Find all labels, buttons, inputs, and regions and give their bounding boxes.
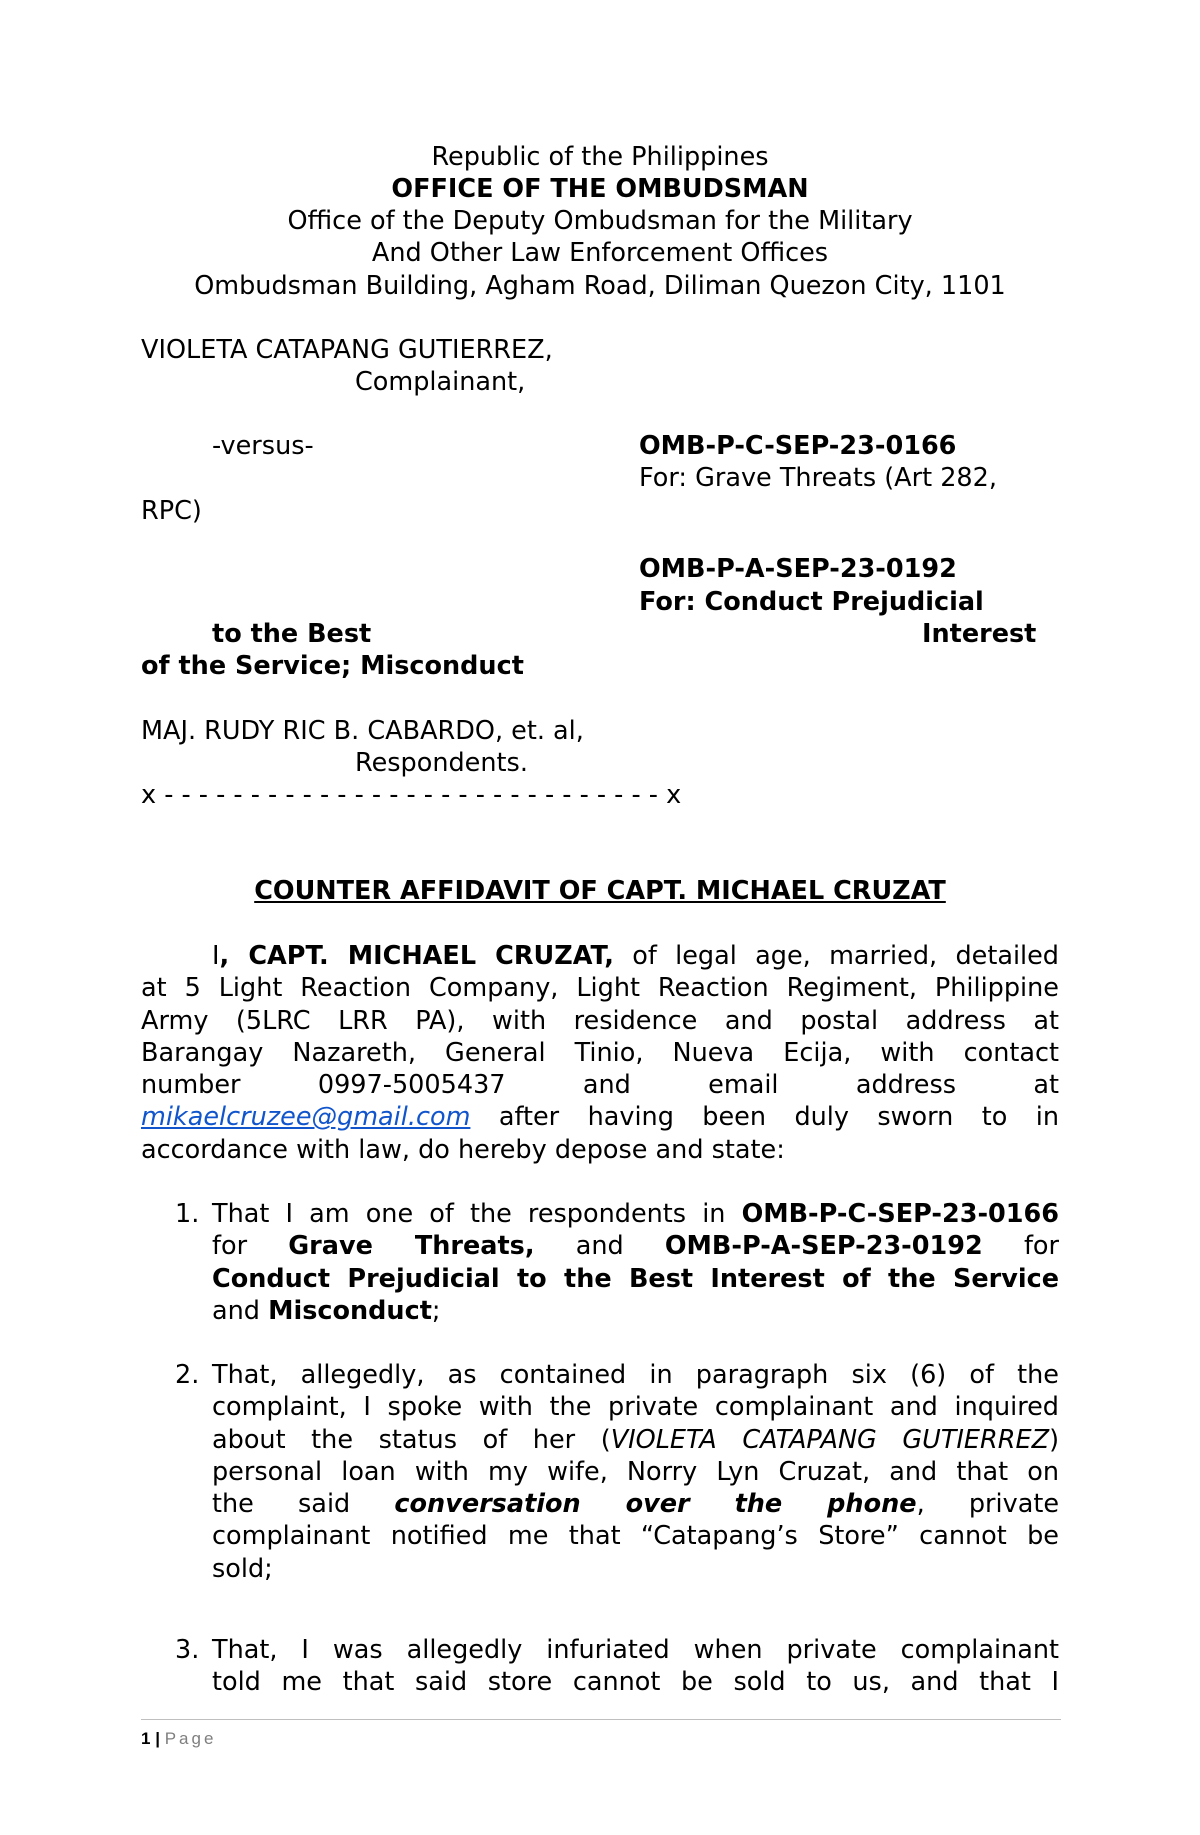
item3-line-1: That, I was allegedly infuriated when private complainant <box>212 1635 1059 1665</box>
item1-semicolon: ; <box>431 1295 441 1326</box>
item2-text-5c: , private <box>916 1489 1060 1520</box>
page-number: 1 <box>141 1729 151 1748</box>
case2-offense-b2: Interest <box>922 619 1037 649</box>
intro-line-6 <box>141 1101 1059 1133</box>
item2-text-3c: ) <box>1049 1424 1060 1455</box>
list-item-number: 1. <box>175 1199 200 1229</box>
office-address: Ombudsman Building, Agham Road, Diliman Quezon City, 1101 <box>194 271 1006 301</box>
page-footer <box>141 1728 216 1750</box>
list-item-number: 3. <box>175 1635 200 1665</box>
intro-line-4: Barangay Nazareth, General Tinio, Nueva Ecija, with contact <box>141 1037 1059 1068</box>
email-link[interactable]: mikaelcruzee@gmail.com <box>141 1102 471 1133</box>
item2-text-5a: the said <box>212 1489 351 1520</box>
list-item-text <box>212 1198 1059 1327</box>
item1-line-1 <box>212 1198 1059 1230</box>
item2-line-6: complainant notified me that “Catapang’s Store” cannot be <box>212 1521 1059 1552</box>
versus-label: -versus- <box>212 431 314 461</box>
item1-text-b5: for <box>1023 1231 1059 1262</box>
item2-line-1: That, allegedly, as contained in paragraph six (6) of the <box>212 1360 1059 1390</box>
item2-text-3a: about the status of her ( <box>212 1424 611 1455</box>
intro-line-2: at 5 Light Reaction Company, Light Reaction Regiment, Philippine <box>141 973 1059 1004</box>
case1-offense-b: RPC) <box>141 496 202 526</box>
case1-number: OMB-P-C-SEP-23-0166 <box>639 431 957 461</box>
item1-text-a1: That I am one of the respondents in <box>212 1199 726 1229</box>
item1-text-b3: and <box>575 1231 624 1262</box>
republic-line: Republic of the Philippines <box>431 142 769 172</box>
case2-offense-a: For: Conduct Prejudicial <box>639 587 984 617</box>
item1-misconduct: Misconduct <box>268 1295 432 1326</box>
list-item-text <box>212 1359 1059 1585</box>
item1-case1-number: OMB-P-C-SEP-23-0166 <box>741 1199 1059 1229</box>
deputy-office-line: Office of the Deputy Ombudsman for the Military <box>287 206 913 236</box>
item2-line-4: personal loan with my wife, Norry Lyn Cruzat, and that on <box>212 1456 1059 1487</box>
item1-text-d1: and <box>212 1295 260 1326</box>
law-enforcement-line: And Other Law Enforcement Offices <box>371 238 829 268</box>
respondent-role: Respondents. <box>355 748 528 778</box>
item1-line-4 <box>212 1295 1059 1327</box>
item2-conversation-phrase: conversation over the phone <box>394 1489 917 1520</box>
list-item-text <box>212 1634 1059 1699</box>
intro-paragraph <box>141 940 1059 1166</box>
affidavit-title: COUNTER AFFIDAVIT OF CAPT. MICHAEL CRUZAT <box>254 876 946 906</box>
footer-divider <box>141 1719 1061 1720</box>
item2-line-7: sold; <box>212 1553 273 1584</box>
item1-line-3: Conduct Prejudicial to the Best Interest of the Service <box>212 1263 1059 1294</box>
list-item-number: 2. <box>175 1360 200 1390</box>
complainant-name: VIOLETA CATAPANG GUTIERREZ, <box>141 335 553 365</box>
footer-separator: | <box>155 1729 160 1748</box>
item1-text-b1: for <box>212 1231 248 1262</box>
intro-pronoun: I <box>212 941 220 971</box>
intro-text-1: of legal age, married, detailed <box>632 941 1059 971</box>
item3-line-2: told me that said store cannot be sold to us, and that I <box>212 1667 1059 1698</box>
case2-offense-c: of the Service; Misconduct <box>141 651 524 681</box>
case2-number: OMB-P-A-SEP-23-0192 <box>639 554 957 584</box>
item1-case2-number: OMB-P-A-SEP-23-0192 <box>664 1231 983 1262</box>
item2-line-3 <box>212 1424 1059 1456</box>
case2-offense-b1: to the Best <box>212 619 372 649</box>
item2-line-5 <box>212 1488 1059 1520</box>
intro-line-5: number 0997-5005437 and email address at <box>141 1070 1059 1101</box>
intro-line-7: accordance with law, do hereby depose and state: <box>141 1134 785 1165</box>
caption-divider: x - - - - - - - - - - - - - - - - - - - - - - - - - - - - - x <box>141 780 682 810</box>
office-title: OFFICE OF THE OMBUDSMAN <box>391 174 809 204</box>
page-label: Page <box>164 1729 217 1748</box>
case1-offense-a: For: Grave Threats (Art 282, <box>639 463 997 493</box>
item1-grave-threats: Grave Threats, <box>288 1231 535 1262</box>
respondent-name: MAJ. RUDY RIC B. CABARDO, et. al, <box>141 716 584 746</box>
affiant-name: , CAPT. MICHAEL CRUZAT, <box>219 941 614 971</box>
complainant-role: Complainant, <box>355 367 526 397</box>
intro-text-6: after having been duly sworn to in <box>498 1102 1059 1133</box>
intro-line-3: Army (5LRC LRR PA), with residence and postal address at <box>141 1005 1059 1036</box>
intro-line-1 <box>141 940 1059 972</box>
item2-complainant-name: VIOLETA CATAPANG GUTIERREZ <box>610 1424 1050 1455</box>
item1-line-2 <box>212 1230 1059 1262</box>
item2-line-2: complaint, I spoke with the private complainant and inquired <box>212 1392 1059 1423</box>
